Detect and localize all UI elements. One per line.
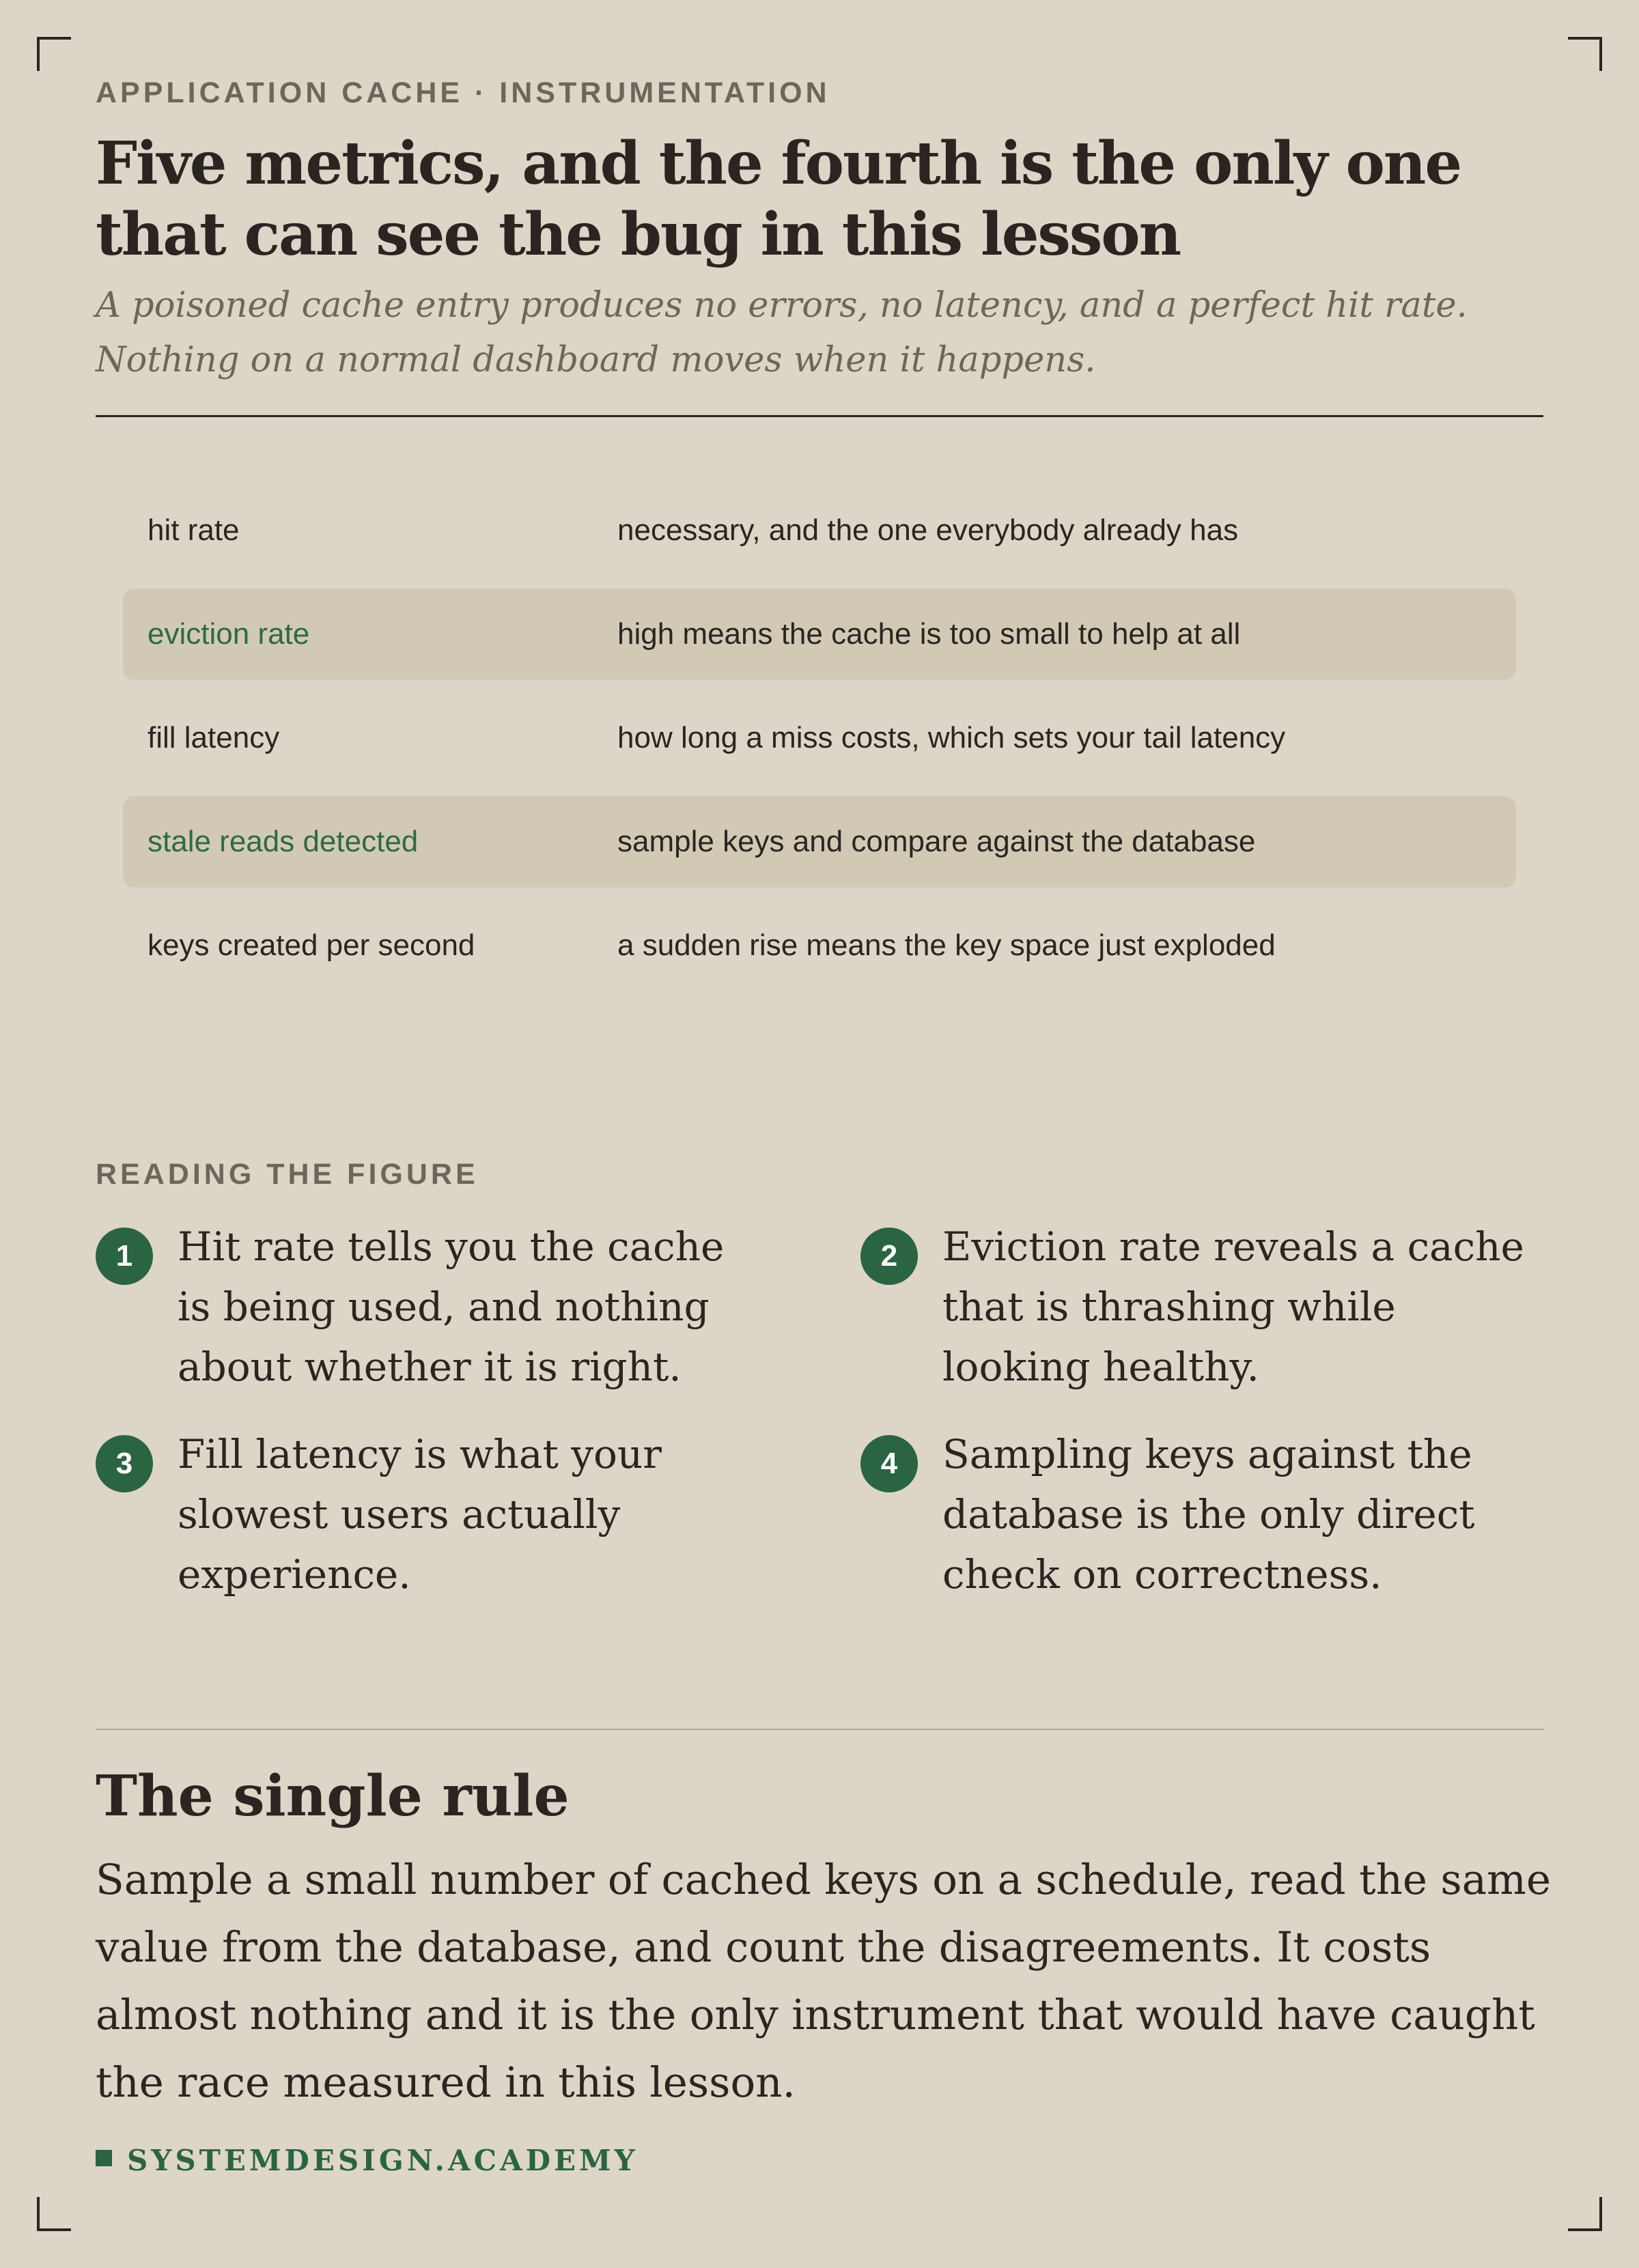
metrics-table xyxy=(123,485,1516,1004)
number-badge: 4 xyxy=(860,1435,918,1492)
metric-name: stale reads detected xyxy=(148,825,419,858)
reading-note-text: Eviction rate reveals a cache that is thrashing while looking healthy. xyxy=(942,1223,1524,1390)
section-divider xyxy=(96,1729,1543,1730)
header-divider xyxy=(96,415,1543,417)
metric-description: high means the cache is too small to help at all xyxy=(617,617,1241,651)
reading-section-label: READING THE FIGURE xyxy=(96,1158,479,1191)
page-subtitle: A poisoned cache entry produces no errors, no latency, and a perfect hit rate. Nothing on a normal dashboard moves when it happens. xyxy=(96,285,1468,380)
metric-description: how long a miss costs, which sets your tail latency xyxy=(617,721,1286,754)
number-badge: 3 xyxy=(96,1435,153,1492)
crop-mark-top-right xyxy=(1568,37,1602,71)
crop-mark-bottom-left xyxy=(37,2197,71,2231)
metric-row-eviction-rate xyxy=(123,589,1516,680)
crop-mark-bottom-right xyxy=(1568,2197,1602,2231)
page-title: Five metrics, and the fourth is the only one that can see the bug in this lesson xyxy=(96,129,1461,269)
reading-note-text: Sampling keys against the database is the only direct check on correctness. xyxy=(942,1431,1475,1598)
eyebrow-label: APPLICATION CACHE · INSTRUMENTATION xyxy=(96,76,830,109)
number-badge: 1 xyxy=(96,1228,153,1285)
brand-footer xyxy=(96,2144,639,2182)
metric-row-hit-rate xyxy=(123,485,1516,576)
brand-square-icon xyxy=(96,2150,112,2166)
metric-row-keys-created xyxy=(123,900,1516,991)
metric-description: necessary, and the one everybody already has xyxy=(617,513,1239,547)
reading-note-text: Hit rate tells you the cache is being used, and nothing about whether it is right. xyxy=(178,1223,725,1390)
rule-heading: The single rule xyxy=(96,1763,570,1829)
metric-name: hit rate xyxy=(148,513,240,547)
metric-description: a sudden rise means the key space just exploded xyxy=(617,929,1276,962)
crop-mark-top-left xyxy=(37,37,71,71)
metric-name: eviction rate xyxy=(148,617,310,651)
brand-name: SYSTEMDESIGN.ACADEMY xyxy=(127,2144,639,2177)
rule-body: Sample a small number of cached keys on a schedule, read the same value from the database, and count the disagreements. It costs almost nothing and it is the only instrument that would have caught the race measured in this lesson. xyxy=(96,1856,1551,2107)
reading-note-text: Fill latency is what your slowest users actually experience. xyxy=(178,1431,662,1598)
metric-row-fill-latency xyxy=(123,692,1516,784)
number-badge: 2 xyxy=(860,1228,918,1285)
metric-description: sample keys and compare against the database xyxy=(617,825,1256,858)
metric-name: keys created per second xyxy=(148,929,475,962)
metric-name: fill latency xyxy=(148,721,280,754)
metric-row-stale-reads xyxy=(123,796,1516,888)
